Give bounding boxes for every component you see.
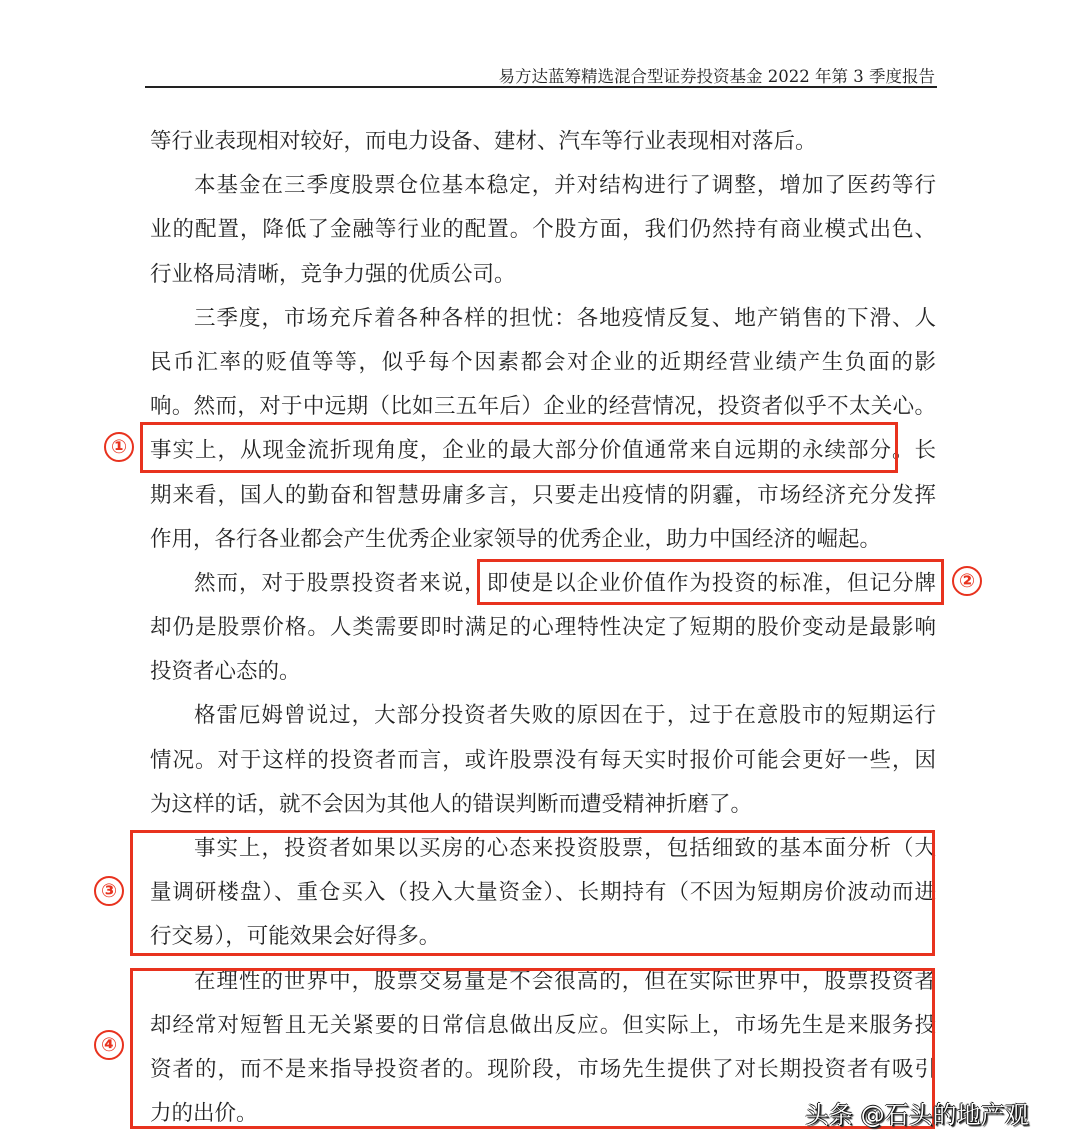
text-line: 业的配置，降低了金融等行业的配置。个股方面，我们仍然持有商业模式出色、 bbox=[150, 217, 936, 243]
report-header-title: 易方达蓝筹精选混合型证券投资基金 2022 年第 3 季度报告 bbox=[498, 67, 935, 86]
text-line: 却经常对短暂且无关紧要的日常信息做出反应。但实际上，市场先生是来服务投 bbox=[150, 1012, 936, 1038]
header-divider bbox=[145, 86, 937, 88]
text-line: 作用，各行各业都会产生优秀企业家领导的优秀企业，助力中国经济的崛起。 bbox=[150, 526, 882, 552]
text-line: 等行业表现相对较好，而电力设备、建材、汽车等行业表现相对落后。 bbox=[150, 129, 817, 154]
text-line: 在理性的世界中，股票交易量是不会很高的，但在实际世界中，股票投资者 bbox=[194, 968, 936, 994]
text-line: 为这样的话，就不会因为其他人的错误判断而遭受精神折磨了。 bbox=[150, 791, 753, 817]
text-line: 却仍是股票价格。人类需要即时满足的心理特性决定了短期的股价变动是最影响 bbox=[150, 615, 936, 641]
text-line: 事实上，投资者如果以买房的心态来投资股票，包括细致的基本面分析（大 bbox=[194, 836, 936, 861]
text-line: 情况。对于这样的投资者而言，或许股票没有每天实时报价可能会更好一些，因 bbox=[150, 747, 936, 773]
watermark: 头条 @石头的地产观 bbox=[805, 1101, 1029, 1129]
text-line: 资者的，而不是来指导投资者的。现阶段，市场先生提供了对长期投资者有吸引 bbox=[150, 1056, 936, 1082]
text-line: 期来看，国人的勤奋和智慧毋庸多言，只要走出疫情的阴霾，市场经济充分发挥 bbox=[150, 482, 936, 508]
annotation-marker-3: ③ bbox=[94, 876, 124, 906]
text-line: 本基金在三季度股票仓位基本稳定，并对结构进行了调整，增加了医药等行 bbox=[194, 173, 936, 199]
highlight-box-1 bbox=[140, 422, 898, 473]
text-line: 量调研楼盘）、重仓买入（投入大量资金）、长期持有（不因为短期房价波动而进 bbox=[150, 880, 936, 906]
text-line: 力的出价。 bbox=[150, 1101, 258, 1127]
highlight-box-3 bbox=[130, 830, 935, 956]
highlight-box-2 bbox=[477, 559, 944, 605]
text-line: 格雷厄姆曾说过，大部分投资者失败的原因在于，过于在意股市的短期运行 bbox=[194, 703, 936, 729]
text-line: 投资者心态的。 bbox=[150, 659, 301, 685]
text-line: 民币汇率的贬值等等，似乎每个因素都会对企业的近期经营业绩产生负面的影 bbox=[150, 349, 936, 375]
text-line: 响。然而，对于中远期（比如三五年后）企业的经营情况，投资者似乎不太关心。 bbox=[150, 394, 936, 420]
text-line: 然而，对于股票投资者来说，即使是以企业价值作为投资的标准，但记分牌 bbox=[194, 570, 936, 596]
annotation-marker-4: ④ bbox=[94, 1030, 124, 1060]
annotation-marker-2: ② bbox=[952, 566, 982, 596]
text-line: 三季度，市场充斥着各种各样的担忧：各地疫情反复、地产销售的下滑、人 bbox=[194, 305, 936, 331]
annotation-marker-1: ① bbox=[104, 432, 134, 462]
text-line: 行业格局清晰，竞争力强的优质公司。 bbox=[150, 261, 516, 287]
text-line: 行交易），可能效果会好得多。 bbox=[150, 924, 441, 950]
text-line: 事实上，从现金流折现角度，企业的最大部分价值通常来自远期的永续部分。长 bbox=[150, 438, 936, 464]
